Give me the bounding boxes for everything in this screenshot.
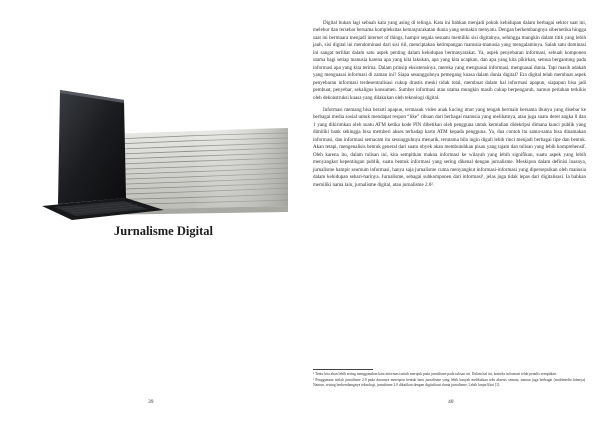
footnotes	[313, 372, 586, 388]
footnote: ¹ Tentu kita akan lebih sering menggunakan kata informasi untuk merujuk pada jurnalisme pada tulisan ini. Dalam hal ini, konteks informasi telah penulis sempitkan.	[313, 372, 557, 376]
footnote: ² Penggunaan istilah jurnalisme 2.0 pada dasarnya merespon bentuk baru jurnalisme yang lebih banyak melibatkan teks aksesis semata, namun juga berbagai (multimedia lainnya). Namun, seiring berkembangnya teknologi, jurnalisme 2.0 dikaitkan dengan digitalisasi dunia jurnalisme. Lebih lanjut lihat [1].	[313, 377, 586, 388]
page-number-left: 39	[148, 399, 154, 405]
paragraph: Informasi memang bisa berarti apapun, termasuk video anak kucing imut yang tengah bermain bersama ibunya yang disebar ke berbagai media sosial untuk mendapat respon “like” ribuan dari berbagai manusia yang melihatnya, atau juga suatu deret angka 0 dan 1 yang dikirimkan oleh suatu ATM ketika kode PIN dibetikan oleh pengguna untuk kemudian didekripsi dimana kunci publik yang dimiliki bank sehingga bisa memberi akses terhadap kartu ATM kepada pengguna. Ya, dua contoh itu sama-sama bisa dinamakan informasi, dan informasi semacam itu sesungguhnya menarik, terutama bila ingin digali lebih rinci menjadi berbagai tipe dan bentuk. Akan tetapi, mengenalisis bentuk general dari suatu obyek akan membutuhkan pisau yang tajam dan tulisan yang lebih komprehensif. Oleh karena itu, dalam tulisan ini, kita sempitkan makna informasi ke wilayah yang lebih signifikan, suatu aspek yang lebih menyangkut kepentingan publik, suatu bentuk informasi yang sering dikenal dengan jurnalisme. Meskipun dalam definisi luasnya, jurnalisme hampir seumum informasi, hanya saja jurnalisme cuma menyangkut informasi-informasi yang dipersepsikan oleh manusia dalam kehidupan sehari-harinya. Jurnalisme, sebagai subkomponen dari informasi¹, jelas juga tidak lepas dari digitalisasi. Ia bahkan memiliki nama lain, jurnalisme digital, atau jurnalisme 2.0².	[313, 106, 586, 188]
page-number-right: 40	[448, 399, 454, 405]
chapter-title: Jurnalisme Digital	[114, 224, 213, 238]
body-text	[313, 20, 586, 189]
footnote-divider	[313, 369, 373, 370]
paragraph: Digital bukan lagi sebuah kata yang asing di telinga. Kata ini bahkan menjadi pokok kehidupan dalam berbagai sektor saat ini, melebur dan tersebar bersama kompleksitas kemasyarakatan dunia yang semakin menyatu. Dengan berkembangnya sibernetika hingga saat ini bermuara menjadi internet of things, hampir segala sesuatu memiliki sisi digitalnya, sehingga mungkin dalam titik yang lebih jauh, sisi digital ini mendominasi dari sisi riil, menciptakan ketimpangan manusia-manusia yang mengalaminya. Salah satu dominasi ini sangat terlihat dalam satu aspek penting dalam kehidupan bermasyarakat. Ya, aspek penyebaran informasi, sebuah komponen utama bagi setiap manusia karena apa yang kita lakukan, apa yang kita ucapkan, dan apa yang kita pikirkan, semua bergantung pada informasi apa yang kita terima. Dalam prinsip eksistensinya, mereka yang menguasai informasi, menguasai dunia. Tapi masih adakah yang menguasai informasi di zaman ini? Siapa sesungguhnya pemegang kuasa dalam dunia digital? Era digital telah membuat aspek penyebaran informasi terdesentralisasi cukup drastis meski tidak total, membuat dalam hal informasi apapun, siapapun bisa jadi pembuat, penyebar, sekaligus konsumen. Sumber informasi atau utama mungkin masih cukup berpengaruh, namun perlahan terkikis oleh dekonstruksi kuasa yang dilakukan oleh teknologi digital.	[313, 20, 586, 101]
laptop-on-newspapers-image	[42, 88, 290, 220]
